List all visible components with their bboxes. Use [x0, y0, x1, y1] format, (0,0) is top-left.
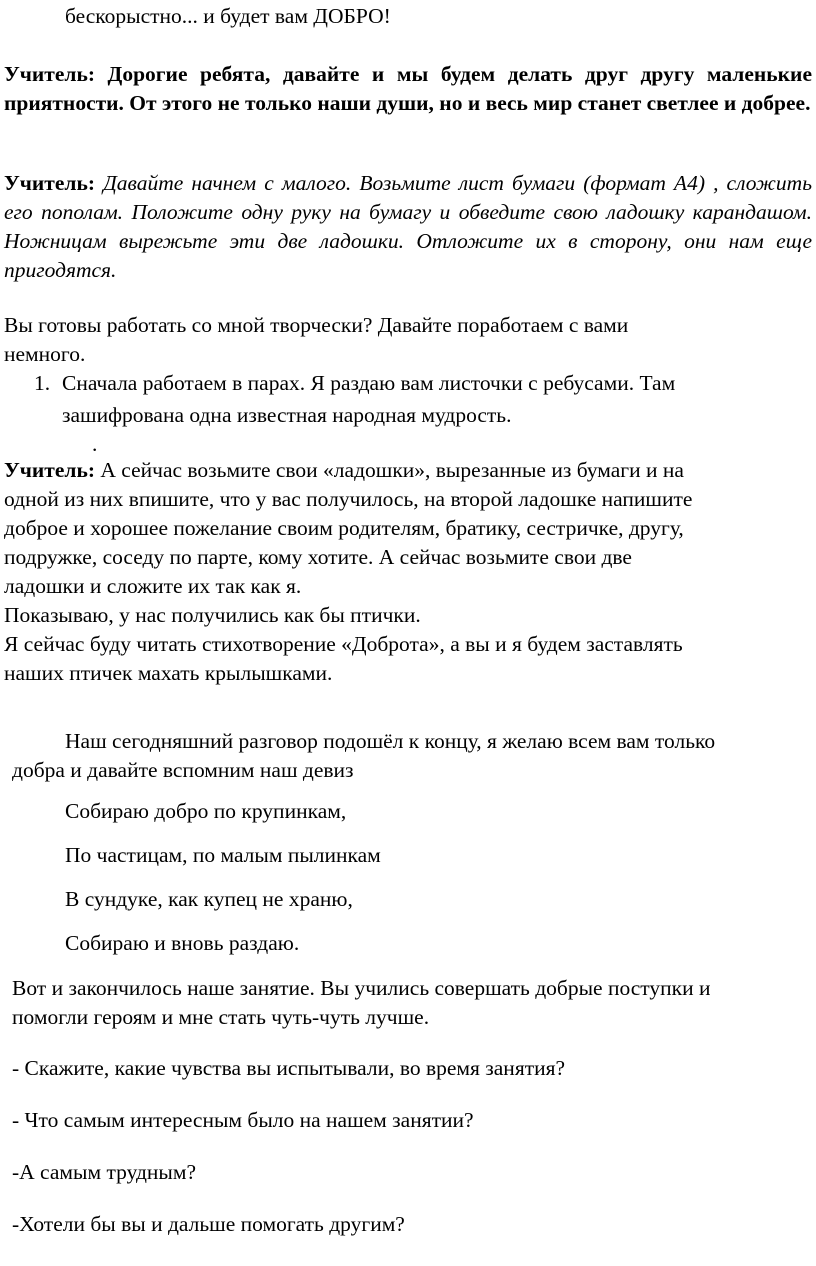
reflection-question: - Что самым интересным было на нашем занятии? [12, 1108, 474, 1132]
paragraph-summary [12, 974, 814, 1032]
paragraph-line: немного. [4, 342, 86, 366]
paragraph-teacher-instructions [4, 169, 812, 285]
motto-line: По частицам, по малым пылинкам [65, 843, 381, 867]
reflection-question: -А самым трудным? [12, 1160, 196, 1184]
speaker-label: Учитель: [4, 458, 95, 482]
list-item-line: Сначала работаем в парах. Я раздаю вам листочки с ребусами. Там [62, 371, 676, 395]
stray-dot: . [92, 432, 98, 456]
reflection-question: - Скажите, какие чувства вы испытывали, во время занятия? [12, 1056, 566, 1080]
paragraph-text: Давайте начнем с малого. Возьмите лист бумаги (формат А4) , сложить его пополам. Положите одну руку на бумагу и обведите свою ладошку карандашом. Ножницам вырежьте эти две ладошки. Отложите их в сторону, они нам еще пригодятся. [4, 171, 812, 282]
paragraph-line-text: А сейчас возьмите свои «ладошки», вырезанные из бумаги и на [100, 458, 684, 482]
paragraph-line: одной из них впишите, что у вас получилось, на второй ладошке напишите [4, 487, 693, 511]
paragraph-line: Наш сегодняшний разговор подошёл к концу, я желаю всем вам только [65, 729, 716, 753]
top-line: бескорыстно... и будет вам ДОБРО! [65, 4, 391, 28]
paragraph-teacher-intro [4, 60, 812, 118]
speaker-label: Учитель: [4, 62, 95, 86]
paragraph-line: Я сейчас буду читать стихотворение «Доброта», а вы и я будем заставлять [4, 632, 683, 656]
list-number: 1. [34, 371, 51, 395]
paragraph-text: Дорогие ребята, давайте и мы будем делать друг другу маленькие приятности. От этого не только наши души, но и весь мир станет светлее и добрее. [4, 62, 812, 115]
list-item-line: зашифрована одна известная народная мудрость. [62, 403, 512, 427]
motto-line: Собираю добро по крупинкам, [65, 799, 347, 823]
paragraph-line: помогли героям и мне стать чуть-чуть лучше. [12, 1005, 430, 1029]
motto-line: Собираю и вновь раздаю. [65, 931, 300, 955]
paragraph-line: подружке, соседу по парте, кому хотите. А сейчас возьмите свои две [4, 545, 632, 569]
paragraph-line: Вот и закончилось наше занятие. Вы учились совершать добрые поступки и [12, 976, 711, 1000]
paragraph-line: доброе и хорошее пожелание своим родителям, братику, сестричке, другу, [4, 516, 684, 540]
paragraph-line: ладошки и сложите их так как я. [4, 574, 302, 598]
numbered-list-item [34, 367, 809, 431]
paragraph-line [4, 456, 814, 485]
paragraph-line: Вы готовы работать со мной творчески? Давайте поработаем с вами [4, 313, 629, 337]
speaker-label: Учитель: [4, 171, 95, 195]
paragraph-teacher-birds [4, 456, 814, 688]
paragraph-line: наших птичек махать крылышками. [4, 661, 333, 685]
reflection-question: -Хотели бы вы и дальше помогать другим? [12, 1212, 405, 1236]
paragraph-question [4, 311, 812, 369]
paragraph-line: Показываю, у нас получились как бы птички. [4, 603, 421, 627]
paragraph-line: добра и давайте вспомним наш девиз [12, 758, 354, 782]
paragraph-closing [12, 727, 814, 785]
motto-line: В сундуке, как купец не храню, [65, 887, 353, 911]
